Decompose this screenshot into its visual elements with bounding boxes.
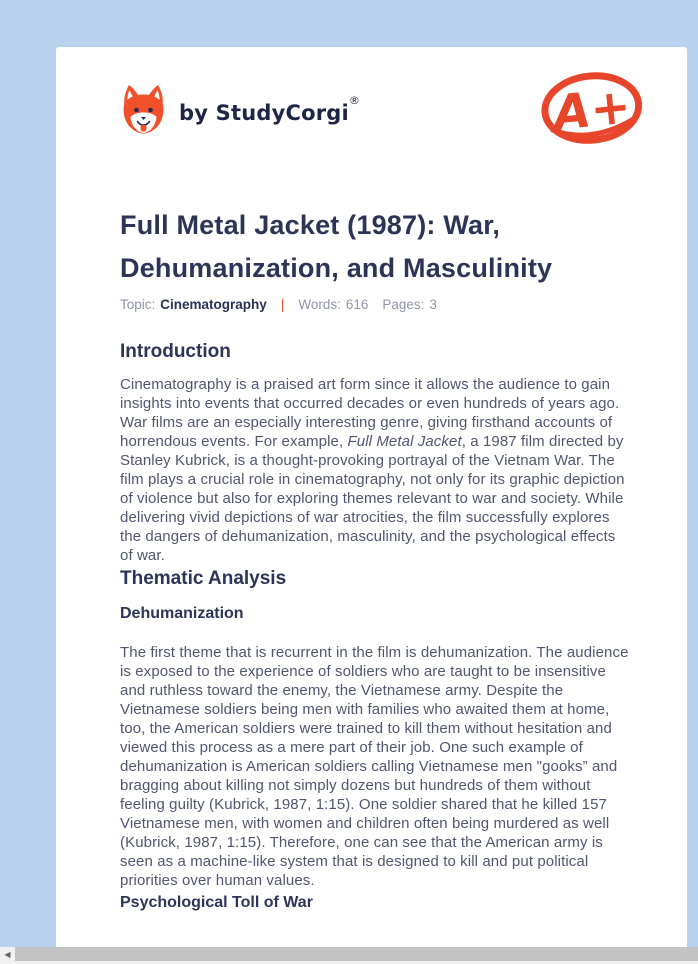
film-title-italic: Full Metal Jacket xyxy=(347,433,462,450)
document-card xyxy=(56,47,687,964)
studycorgi-logo-link[interactable] xyxy=(120,84,360,141)
words-value: 616 xyxy=(345,297,369,312)
registered-mark: ® xyxy=(348,93,361,107)
logo-text: by StudyCorgi® xyxy=(179,93,361,125)
introduction-paragraph: Cinematography is a praised art form since it allows the audience to gain insights into events that occurred decades or even hundreds of years ago. War films are an especially interesting genre, giving firsthand accounts of horrendous events. For example, Full Metal Jacket, a 1987 film directed by Stanley Kubrick, is a thought-provoking portrayal of the Vietnam War. The film plays a crucial role in cinematography, not only for its graphic depiction of violence but also for exploring themes relevant to war and society. While delivering vivid depictions of war atrocities, the film successfully explores the dangers of dehumanization, masculinity, and the psychological effects of war. xyxy=(120,376,625,564)
article-meta xyxy=(120,297,630,312)
horizontal-scrollbar-thumb[interactable] xyxy=(15,947,698,961)
corgi-mascot-icon xyxy=(120,84,167,141)
page-title: Full Metal Jacket (1987): War, Dehumanization, and Masculinity xyxy=(120,210,553,283)
scroll-left-button[interactable] xyxy=(0,947,15,961)
thematic-analysis-heading: Thematic Analysis xyxy=(120,568,287,589)
dehumanization-paragraph: The first theme that is recurrent in the film is dehumanization. The audience is exposed to the experience of soldiers who are taught to be insensitive and ruthless toward the enemy, the Vietnamese army. Despite the Vietnamese soldiers being men with families who awaited them at home, too, the American soldiers were trained to kill them without hesitation and viewed this process as a mere part of their job. One such example of dehumanization is American soldiers calling Vietnamese men "gooks” and bragging about killing not simply dozens but hundreds of them without feeling guilty (Kubrick, 1987, 1:15). One soldier shared that he killed 157 Vietnamese men, with women and children often being murdered as well (Kubrick, 1987, 1:15). Therefore, one can see that the American army is seen as a machine-like system that is designed to kill and put political priorities over human values. xyxy=(120,644,629,889)
pages-label: Pages: xyxy=(382,297,425,312)
svg-text:A+: A+ xyxy=(550,78,634,142)
pages-value: 3 xyxy=(429,297,437,312)
topic-label: Topic: xyxy=(120,297,156,312)
meta-separator: | xyxy=(280,297,285,312)
scroll-left-arrow-icon: ◀ xyxy=(4,949,11,959)
page-header xyxy=(120,78,634,155)
horizontal-scrollbar[interactable] xyxy=(0,947,698,964)
psychological-toll-heading: Psychological Toll of War xyxy=(120,894,313,911)
topic-link[interactable]: Cinematography xyxy=(160,297,267,312)
words-label: Words: xyxy=(298,297,341,312)
a-plus-grade-icon xyxy=(539,70,645,155)
dehumanization-heading: Dehumanization xyxy=(120,605,244,622)
introduction-heading: Introduction xyxy=(120,341,231,362)
